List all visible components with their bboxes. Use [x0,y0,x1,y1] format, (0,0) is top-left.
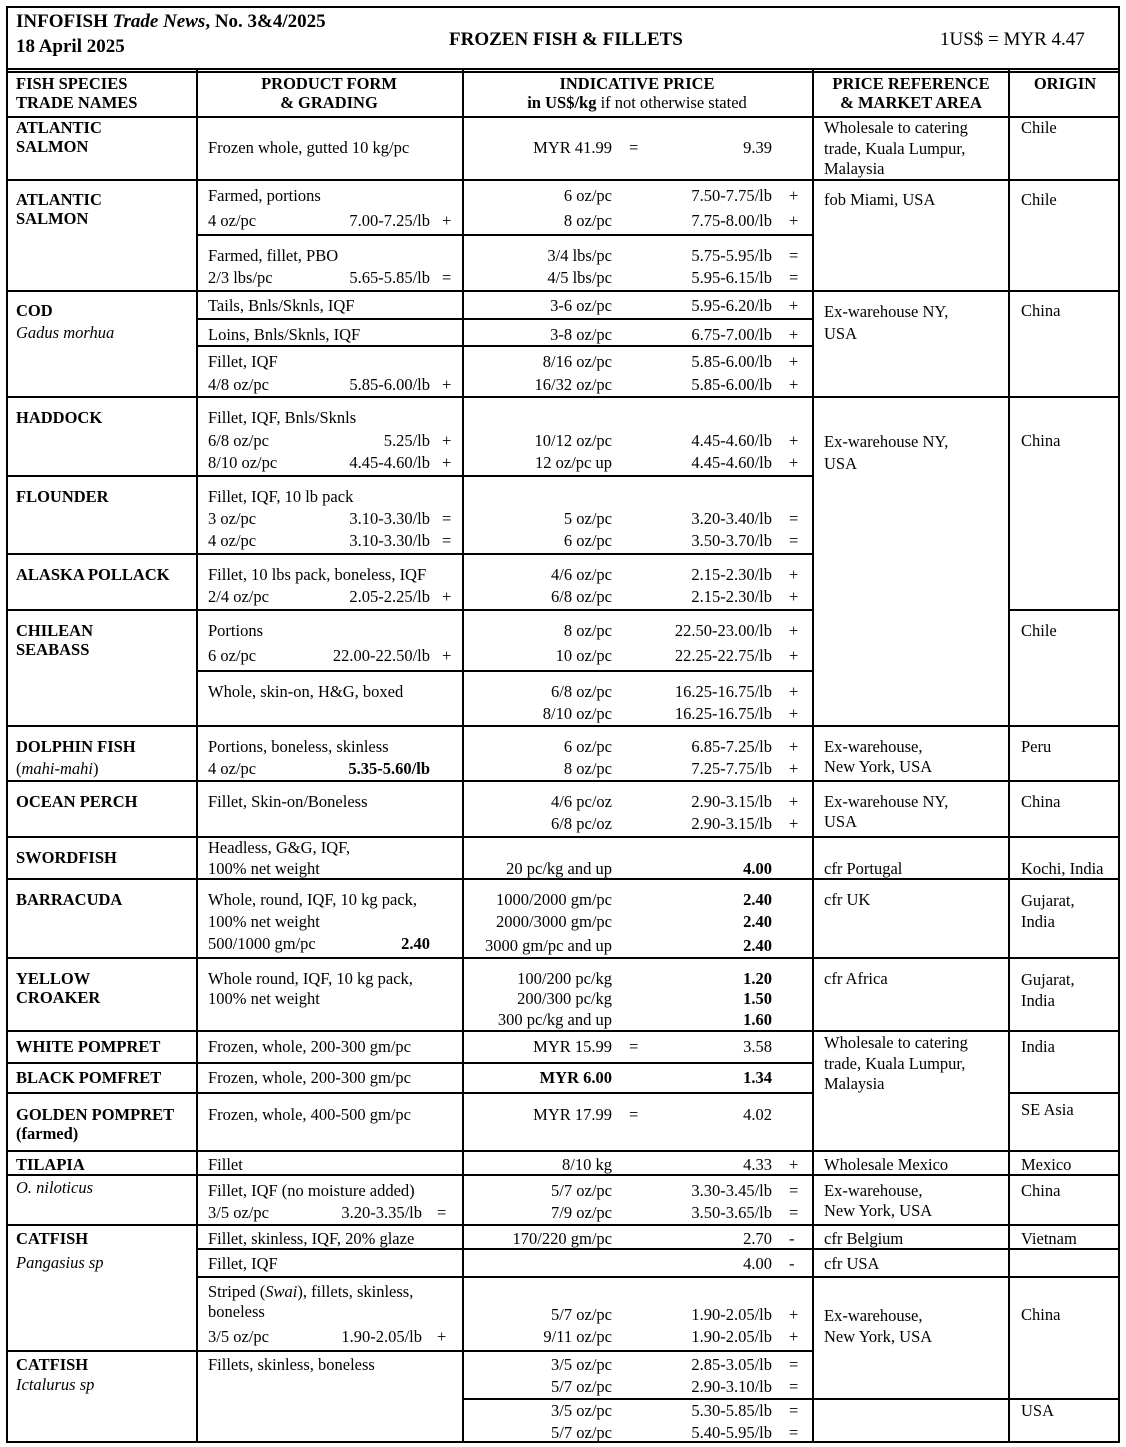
price-row-sign: + [789,325,799,344]
row-divider [6,475,812,477]
price-row-grade: MYR 6.00 [539,1068,612,1087]
price-row-sign: = [789,531,799,550]
species-catfish-pangasius: CATFISH [16,1229,89,1248]
form-sign: = [442,268,452,287]
price-row-eq: = [629,138,639,157]
price-row-eq: = [629,1105,639,1124]
row-divider [6,725,1120,727]
origin-text: Gujarat, India [1021,970,1075,1010]
origin-text: Chile [1021,118,1057,137]
row-divider [196,1276,1008,1278]
row-divider [6,1350,812,1352]
column-divider [812,68,814,1443]
ref-text: Wholesale to catering trade, Kuala Lumpur, Malaysia [824,118,968,178]
origin-text: SE Asia [1021,1100,1074,1119]
price-row-grade: 5/7 oz/pc [551,1377,612,1396]
price-row-grade: MYR 41.99 [533,138,612,157]
ref-text: Ex-warehouse NY, USA [824,792,949,831]
form-grade: 6/8 oz/pc [208,431,269,450]
price-row-price: 3.20-3.40/lb [691,509,772,528]
price-row-price: 7.25-7.75/lb [691,759,772,778]
row-divider [196,345,812,347]
form-text: Fillet [208,1155,243,1174]
form-text: Fillet, 10 lbs pack, boneless, IQF [208,565,427,584]
form-grade: 2/4 oz/pc [208,587,269,606]
price-row-price: 2.15-2.30/lb [691,565,772,584]
price-row-price: 1.50 [743,989,772,1008]
form-sign: = [437,1203,447,1222]
price-row-sign: - [789,1229,795,1248]
form-grade: 3/5 oz/pc [208,1327,269,1346]
price-row-grade: 6/8 pc/oz [551,814,612,833]
form-text: Frozen, whole, 200-300 gm/pc [208,1037,412,1056]
row-divider [196,234,812,236]
form-text: 100% net weight [208,859,320,878]
row-divider [6,1092,812,1094]
ref-text: cfr USA [824,1254,880,1273]
price-row-sign: + [789,621,799,640]
price-row-price: 5.85-6.00/lb [691,375,772,394]
form-price: 5.35-5.60/lb [348,759,430,778]
price-row-sign: + [789,792,799,811]
row-divider [6,290,1120,292]
price-row-grade: 6 oz/pc [563,531,612,550]
price-row-price: 5.95-6.20/lb [691,296,772,315]
form-price: 1.90-2.05/lb [341,1327,422,1346]
form-text: Farmed, portions [208,186,321,205]
price-row-price: 5.40-5.95/lb [691,1423,772,1442]
form-sign: + [442,453,452,472]
ref-text: Ex-warehouse, New York, USA [824,1181,933,1220]
row-divider [196,318,812,320]
ref-text: cfr Portugal [824,859,903,878]
price-row-price: 5.95-6.15/lb [691,268,772,287]
price-row-sign: = [789,246,799,265]
row-divider [6,1150,1120,1152]
form-grade: 500/1000 gm/pc [208,934,316,953]
price-row-sign: + [789,814,799,833]
price-row-price: 2.90-3.15/lb [691,792,772,811]
price-row-price: 1.90-2.05/lb [691,1327,772,1346]
form-price: 4.45-4.60/lb [349,453,430,472]
row-divider [6,1174,1120,1176]
col-header-origin: ORIGIN [1033,74,1097,93]
row-divider [1008,1092,1120,1094]
origin-text: Gujarat, India [1021,891,1075,931]
form-text: Fillet, skinless, IQF, 20% glaze [208,1229,415,1248]
form-text: Frozen, whole, 200-300 gm/pc [208,1068,412,1087]
column-divider [1008,68,1010,1443]
price-row-sign: = [789,1181,799,1200]
ref-text: cfr Belgium [824,1229,904,1248]
price-row-grade: 5 oz/pc [563,509,612,528]
price-row-price: 4.00 [743,1254,772,1273]
form-sign: + [442,431,452,450]
price-row-price: 3.50-3.70/lb [691,531,772,550]
price-row-grade: 8/10 kg [562,1155,612,1174]
species-cod-scientific: Gadus morhua [16,323,115,342]
form-text: 100% net weight [208,989,320,1008]
ref-text: Ex-warehouse, New York, USA [824,1306,933,1346]
form-grade: 3/5 oz/pc [208,1203,269,1222]
price-row-price: 2.15-2.30/lb [691,587,772,606]
price-row-price: 22.25-22.75/lb [674,646,772,665]
price-row-sign: = [789,268,799,287]
price-row-grade: 8/16 oz/pc [542,352,612,371]
form-price: 3.10-3.30/lb [349,509,430,528]
page-title: FROZEN FISH & FILLETS [449,29,683,50]
form-price: 3.10-3.30/lb [349,531,430,550]
row-divider [6,1224,1120,1226]
price-row-grade: 5/7 oz/pc [551,1305,612,1324]
price-row-grade: 4/6 oz/pc [551,565,612,584]
price-row-price: 5.75-5.95/lb [691,246,772,265]
ref-text: Wholesale to catering trade, Kuala Lumpur, Malaysia [824,1033,968,1093]
row-divider [6,878,1120,880]
form-text: 100% net weight [208,912,320,931]
col-header-form: PRODUCT FORM & GRADING [261,74,397,112]
price-row-sign: + [789,646,799,665]
species-catfish-ictalurus-scientific: Ictalurus sp [16,1375,95,1394]
form-price: 3.20-3.35/lb [341,1203,422,1222]
species-haddock: HADDOCK [16,408,103,427]
species-atlantic-salmon: ATLANTIC SALMON [16,118,102,156]
ref-text: cfr Africa [824,969,888,988]
price-row-grade: 170/220 gm/pc [512,1229,612,1248]
price-row-price: 3.30-3.45/lb [691,1181,772,1200]
price-row-grade: 3/5 oz/pc [551,1401,612,1420]
origin-text: China [1021,1305,1061,1324]
column-divider [462,68,464,1443]
row-divider [6,1062,812,1064]
price-row-grade: 3/4 lbs/pc [547,246,612,265]
form-text: Tails, Bnls/Sknls, IQF [208,296,355,315]
form-grade: 4 oz/pc [208,211,257,230]
origin-text: China [1021,301,1061,320]
form-text: Whole, round, IQF, 10 kg pack, [208,890,418,909]
price-row-grade: 3000 gm/pc and up [485,936,612,955]
form-price: 2.05-2.25/lb [349,587,430,606]
price-row-grade: 100/200 pc/kg [517,969,612,988]
price-row-grade: 10 oz/pc [555,646,612,665]
issue-date: 18 April 2025 [16,36,125,57]
price-row-grade: 6 oz/pc [563,186,612,205]
price-row-grade: 9/11 oz/pc [543,1327,612,1346]
origin-text: China [1021,431,1061,450]
price-row-sign: + [789,431,799,450]
form-grade: 4 oz/pc [208,531,257,550]
row-divider [6,553,812,555]
price-row-sign: = [789,1355,799,1374]
row-divider [6,1030,1120,1032]
price-row-sign: + [789,375,799,394]
price-row-price: 5.30-5.85/lb [691,1401,772,1420]
form-grade: 2/3 lbs/pc [208,268,273,287]
column-divider [196,68,198,1443]
species-swordfish: SWORDFISH [16,848,117,867]
price-row-sign: + [789,565,799,584]
form-sign: = [442,509,452,528]
ref-text: Ex-warehouse NY, USA [824,302,949,343]
price-row-grade: 6/8 oz/pc [551,587,612,606]
price-row-sign: = [789,1377,799,1396]
price-row-price: 4.00 [743,859,772,878]
price-row-sign: = [789,1423,799,1442]
publication-line: INFOFISH Trade News, No. 3&4/2025 [16,11,326,32]
price-row-grade: 2000/3000 gm/pc [496,912,612,931]
price-row-sign: + [789,587,799,606]
form-text: Farmed, fillet, PBO [208,246,339,265]
row-divider [6,609,812,611]
price-row-grade: 8 oz/pc [563,759,612,778]
col-header-reference: PRICE REFERENCE & MARKET AREA [832,74,990,112]
form-text: Striped (Swai), fillets, skinless, [208,1282,414,1301]
origin-text: USA [1021,1401,1055,1420]
ref-text: cfr UK [824,890,871,909]
species-dolphin-fish-scientific: (mahi-mahi) [16,759,99,778]
price-row-price: 2.40 [743,890,772,909]
origin-text: Chile [1021,621,1057,640]
price-row-sign: = [789,509,799,528]
price-row-price: 2.90-3.15/lb [691,814,772,833]
form-text: Frozen, whole, 400-500 gm/pc [208,1105,412,1124]
price-row-price: 7.75-8.00/lb [691,211,772,230]
price-row-grade: 300 pc/kg and up [497,1010,612,1029]
species-flounder: FLOUNDER [16,487,109,506]
row-divider [6,68,1120,70]
price-row-grade: 1000/2000 gm/pc [496,890,612,909]
price-row-price: 1.60 [743,1010,772,1029]
origin-text: China [1021,1181,1061,1200]
row-divider [1008,1276,1120,1278]
row-divider [196,670,812,672]
price-row-grade: 3/5 oz/pc [551,1355,612,1374]
price-row-sign: + [789,296,799,315]
form-grade: 4/8 oz/pc [208,375,269,394]
ref-text: Wholesale Mexico [824,1155,949,1174]
price-row-grade: 6/8 oz/pc [551,682,612,701]
form-text: Fillet, IQF, Bnls/Sknls [208,408,357,427]
form-sign: + [442,587,452,606]
price-row-grade: 7/9 oz/pc [551,1203,612,1222]
row-divider [6,836,1120,838]
price-row-sign: + [789,737,799,756]
price-row-price: 4.45-4.60/lb [691,431,772,450]
form-sign: + [442,646,452,665]
price-row-grade: 5/7 oz/pc [551,1423,612,1442]
price-row-price: 4.02 [743,1105,772,1124]
form-text: Fillet, IQF, 10 lb pack [208,487,354,506]
origin-text: Mexico [1021,1155,1072,1174]
price-row-sign: + [789,352,799,371]
form-text: Fillet, IQF [208,1254,278,1273]
species-catfish-ictalurus: CATFISH [16,1355,89,1374]
price-row-grade: 10/12 oz/pc [534,431,612,450]
form-sign: + [442,375,452,394]
species-cod: COD [16,301,53,320]
origin-text: China [1021,792,1061,811]
species-atlantic-salmon-farmed: ATLANTIC SALMON [16,190,102,228]
form-sign: + [442,211,452,230]
price-row-sign: + [789,704,799,723]
form-text: Portions, boneless, skinless [208,737,389,756]
price-row-sign: + [789,682,799,701]
row-divider [462,1398,1120,1400]
form-text: Whole round, IQF, 10 kg pack, [208,969,413,988]
species-ocean-perch: OCEAN PERCH [16,792,138,811]
price-row-grade: 16/32 oz/pc [534,375,612,394]
origin-text: Kochi, India [1021,859,1104,878]
form-grade: 3 oz/pc [208,509,257,528]
form-sign: = [442,531,452,550]
form-price: 7.00-7.25/lb [349,211,430,230]
price-row-grade: 4/5 lbs/pc [547,268,612,287]
form-text: Fillet, IQF (no moisture added) [208,1181,415,1200]
price-row-sign: + [789,1305,799,1324]
form-text: Loins, Bnls/Sknls, IQF [208,325,361,344]
form-text: Headless, G&G, IQF, [208,838,351,857]
form-price: 5.85-6.00/lb [349,375,430,394]
form-text: Fillet, Skin-on/Boneless [208,792,368,811]
price-row-price: 3.58 [743,1037,772,1056]
col-header-price: INDICATIVE PRICE in US$/kg if not otherwise stated [527,74,747,112]
price-row-grade: MYR 17.99 [533,1105,612,1124]
species-white-pompret: WHITE POMPRET [16,1037,161,1056]
row-divider [1008,609,1120,611]
form-grade: 6 oz/pc [208,646,257,665]
price-row-price: 7.50-7.75/lb [691,186,772,205]
origin-text: Chile [1021,190,1057,209]
col-header-species: FISH SPECIES TRADE NAMES [16,74,138,112]
species-tilapia-scientific: O. niloticus [16,1178,93,1197]
form-grade: 8/10 oz/pc [208,453,278,472]
price-row-price: 4.45-4.60/lb [691,453,772,472]
form-sign: + [437,1327,447,1346]
row-divider [6,71,1120,73]
price-row-grade: 8 oz/pc [563,211,612,230]
price-row-price: 1.34 [743,1068,772,1087]
ref-text: Ex-warehouse, New York, USA [824,737,933,776]
price-row-grade: 5/7 oz/pc [551,1181,612,1200]
form-text: Fillets, skinless, boneless [208,1355,375,1374]
species-yellow-croaker: YELLOW CROAKER [16,969,101,1007]
row-divider [6,957,1120,959]
price-row-grade: 8/10 oz/pc [542,704,612,723]
row-divider [6,116,1120,118]
form-text: Frozen whole, gutted 10 kg/pc [208,138,410,157]
price-row-sign: - [789,1254,795,1273]
price-row-grade: 200/300 pc/kg [517,989,612,1008]
species-chilean-seabass: CHILEAN SEABASS [16,621,94,659]
price-row-grade: 3-8 oz/pc [550,325,612,344]
price-row-price: 2.40 [743,936,772,955]
price-row-grade: 3-6 oz/pc [550,296,612,315]
price-row-sign: = [789,1401,799,1420]
row-divider [196,1248,1120,1250]
price-row-grade: MYR 15.99 [533,1037,612,1056]
price-row-price: 16.25-16.75/lb [674,704,772,723]
price-row-price: 2.90-3.10/lb [691,1377,772,1396]
price-row-sign: + [789,1327,799,1346]
price-row-price: 1.90-2.05/lb [691,1305,772,1324]
price-row-price: 16.25-16.75/lb [674,682,772,701]
price-row-grade: 12 oz/pc up [535,453,612,472]
price-row-eq: = [629,1037,639,1056]
price-row-price: 6.75-7.00/lb [691,325,772,344]
form-price: 5.65-5.85/lb [349,268,430,287]
form-price: 22.00-22.50/lb [332,646,430,665]
row-divider [6,396,1120,398]
price-row-sign: + [789,186,799,205]
price-row-price: 1.20 [743,969,772,988]
ref-text: Ex-warehouse NY, USA [824,432,949,473]
form-grade: 4 oz/pc [208,759,257,778]
price-row-grade: 6 oz/pc [563,737,612,756]
price-row-grade: 20 pc/kg and up [506,859,612,878]
form-text: Portions [208,621,264,640]
form-price: 5.25/lb [383,431,430,450]
price-row-price: 2.40 [743,912,772,931]
origin-text: India [1021,1037,1055,1056]
form-text: Fillet, IQF [208,352,278,371]
form-text: Whole, skin-on, H&G, boxed [208,682,404,701]
species-dolphin-fish: DOLPHIN FISH [16,737,136,756]
species-golden-pompret: GOLDEN POMPRET (farmed) [16,1105,175,1143]
price-row-grade: 4/6 pc/oz [551,792,612,811]
price-row-sign: + [789,1155,799,1174]
price-row-sign: + [789,759,799,778]
exchange-rate: 1US$ = MYR 4.47 [940,29,1085,50]
price-row-price: 3.50-3.65/lb [691,1203,772,1222]
price-row-sign: = [789,1203,799,1222]
species-alaska-pollack: ALASKA POLLACK [16,565,170,584]
price-row-price: 22.50-23.00/lb [674,621,772,640]
row-divider [6,780,1120,782]
price-row-sign: + [789,453,799,472]
origin-text: Peru [1021,737,1052,756]
price-row-price: 9.39 [743,138,772,157]
price-row-grade: 8 oz/pc [563,621,612,640]
species-catfish-pangasius-scientific: Pangasius sp [16,1253,104,1272]
ref-text: fob Miami, USA [824,190,936,209]
price-row-price: 2.70 [743,1229,772,1248]
price-row-price: 6.85-7.25/lb [691,737,772,756]
price-row-price: 5.85-6.00/lb [691,352,772,371]
form-price: 2.40 [401,934,430,953]
price-row-sign: + [789,211,799,230]
price-row-price: 4.33 [743,1155,772,1174]
origin-text: Vietnam [1021,1229,1077,1248]
price-row-price: 2.85-3.05/lb [691,1355,772,1374]
species-tilapia: TILAPIA [16,1155,85,1174]
species-black-pomfret: BLACK POMFRET [16,1068,162,1087]
species-barracuda: BARRACUDA [16,890,123,909]
row-divider [6,179,1120,181]
form-text: boneless [208,1302,265,1321]
